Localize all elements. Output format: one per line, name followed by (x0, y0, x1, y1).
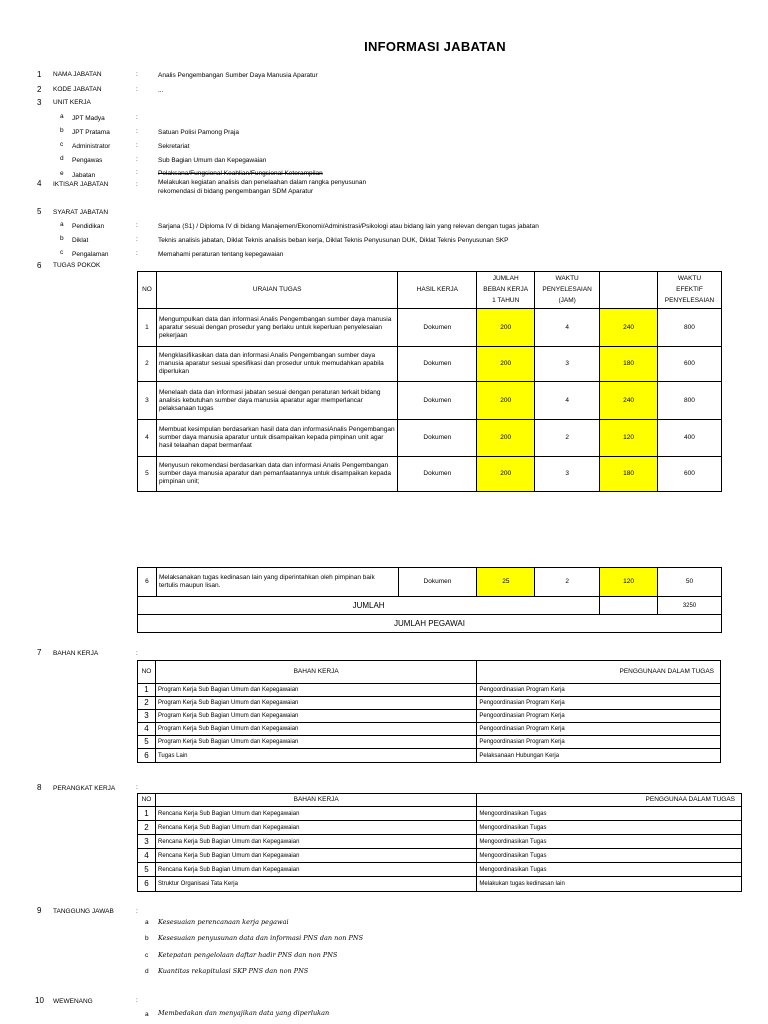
row-uraian: Membuat kesimpulan berdasarkan hasil data dan informasiAnalis Pengembangan sumber daya manusia aparatur untuk disampaikan kepada pimpinan unit agar hasil telaahan dapat bermanfaat (156, 420, 397, 457)
jumlah-pegawai-label: JUMLAH PEGAWAI (138, 615, 722, 633)
colon: : (136, 169, 138, 176)
tugas-table (137, 271, 722, 492)
label-unit-kerja: UNIT KERJA (53, 99, 91, 106)
value-ikhtisar-line1: Melakukan kegiatan analisis dan penelaahan dalam rangka penyusunan (158, 179, 367, 186)
row-guna: Mengoordinasikan Tugas (477, 821, 742, 835)
colon: : (136, 128, 138, 135)
sub-letter: b (60, 235, 64, 242)
table-row (138, 863, 742, 877)
table-row (138, 347, 722, 382)
header-efektif (657, 272, 721, 309)
header-jumlah (477, 272, 535, 309)
label-nama-jabatan: NAMA JABATAN (53, 71, 102, 78)
table-row (138, 568, 722, 597)
sub-letter: c (60, 141, 64, 148)
header-hasil: HASIL KERJA (398, 272, 477, 309)
label-tanggung-jawab: TANGGUNG JAWAB (53, 908, 114, 915)
header-efektif-line1: WAKTU (677, 275, 702, 282)
row-uraian: Mengklasifikasikan data dan informasi Analis Pengembangan sumber daya manusia aparatur sesuai spesifikasi dan prosedur untuk memudahkan apabila diperlukan (156, 347, 397, 382)
jumlah-blank (600, 597, 658, 615)
row-no: 2 (138, 347, 157, 382)
row-no: 6 (138, 749, 156, 763)
row-efektif: 50 (658, 568, 722, 597)
header-jumlah-line3: 1 TAHUN (492, 297, 520, 304)
table-row (138, 835, 742, 849)
sub-letter: d (145, 968, 149, 975)
value-pendidikan: Sarjana (S1) / Diploma IV di bidang Manajemen/Ekonomi/Administrasi/Psikologi atau bidang lain yang relevan dengan tugas jabatan (158, 223, 539, 230)
table-row (138, 457, 722, 492)
perangkat-table (137, 793, 742, 892)
table-header-row (138, 661, 721, 684)
row-hasil: Dokumen (398, 457, 477, 492)
row-guna: Mengoordinasikan Tugas (477, 835, 742, 849)
sub-letter: a (145, 919, 149, 926)
sub-letter: e (60, 170, 64, 177)
row-total: 240 (600, 309, 658, 347)
colon: : (136, 156, 138, 163)
row-no: 6 (138, 568, 157, 597)
row-hasil: Dokumen (398, 347, 477, 382)
row-waktu: 2 (535, 420, 600, 457)
table-row (138, 420, 722, 457)
colon: : (136, 114, 138, 121)
row-uraian: Menyusun rekomendasi berdasarkan data dan informasi Analis Pengembangan sumber daya manusia aparatur dan pemanfaatannya untuk disampaikan kepada pimpinan unit; (156, 457, 397, 492)
table-row (138, 710, 721, 723)
row-bahan: Rencana Kerja Sub Bagian Umum dan Kepegawaian (155, 849, 476, 863)
section-number: 6 (37, 261, 42, 270)
row-uraian: Melaksanakan tugas kedinasan lain yang diperintahkan oleh pimpinan baik tertulis maupun lisan. (156, 568, 398, 597)
colon: : (136, 784, 138, 791)
sub-letter: a (60, 113, 64, 120)
sub-letter: c (60, 249, 64, 256)
wewenang-item: Membedakan dan menyajikan data yang diperlukan (158, 1009, 330, 1017)
row-no: 3 (138, 835, 156, 849)
table-row (138, 849, 742, 863)
row-bahan: Program Kerja Sub Bagian Umum dan Kepegawaian (155, 710, 476, 723)
row-guna: Mengoordinasikan Tugas (477, 807, 742, 821)
row-no: 3 (138, 382, 157, 420)
table-row (138, 309, 722, 347)
row-no: 5 (138, 863, 156, 877)
row-uraian: Menelaah data dan informasi jabatan sesuai dengan peraturan terkait bidang analisis kebutuhan sumber daya manusia aparatur agar memperlancar pelaksanaan tugas (156, 382, 397, 420)
tanggung-item: Ketepatan pengelolaan daftar hadir PNS dan non PNS (158, 951, 338, 959)
table-row (138, 684, 721, 697)
header-jumlah-line1: JUMLAH (492, 275, 519, 282)
colon: : (136, 71, 138, 78)
label-diklat: Diklat (72, 237, 89, 244)
row-beban: 200 (477, 420, 535, 457)
row-waktu: 4 (535, 382, 600, 420)
header-blank (600, 272, 658, 309)
section-number: 5 (37, 207, 42, 216)
label-perangkat-kerja: PERANGKAT KERJA (53, 785, 116, 792)
row-no: 3 (138, 710, 156, 723)
jumlah-row (138, 597, 722, 615)
label-ikhtisar: IKTISAR JABATAN (53, 181, 109, 188)
row-no: 4 (138, 723, 156, 736)
row-no: 1 (138, 807, 156, 821)
row-total: 120 (600, 420, 658, 457)
sub-letter: c (145, 952, 149, 959)
label-jpt-madya: JPT Madya (72, 115, 105, 122)
value-pengawas: Sub Bagian Umum dan Kepegawaian (158, 157, 267, 164)
table-row (138, 821, 742, 835)
colon: : (136, 908, 138, 915)
header-no: NO (138, 661, 156, 684)
row-bahan: Tugas Lain (155, 749, 476, 763)
row-no: 6 (138, 877, 156, 892)
row-efektif: 600 (657, 457, 721, 492)
row-efektif: 600 (657, 347, 721, 382)
row-beban: 200 (477, 347, 535, 382)
jumlah-label: JUMLAH (138, 597, 600, 615)
row-hasil: Dokumen (398, 309, 477, 347)
sub-letter: b (60, 127, 64, 134)
row-bahan: Struktur Organisasi Tata Kerja (155, 877, 476, 892)
row-bahan: Program Kerja Sub Bagian Umum dan Kepegawaian (155, 736, 476, 749)
value-diklat: Teknis analisis jabatan, Diklat Teknis analisis beban kerja, Diklat Teknis Penyusunan DUK, Diklat Teknis Penyusunan SKP (158, 237, 509, 244)
header-waktu-line1: WAKTU (555, 275, 579, 282)
row-waktu: 4 (535, 309, 600, 347)
tanggung-item: Kuantitas rekapitulasi SKP PNS dan non PNS (158, 967, 309, 975)
section-number: 8 (37, 783, 42, 792)
row-guna: Pengoordinasian Program Kerja (477, 697, 721, 710)
label-kode-jabatan: KODE JABATAN (53, 86, 102, 93)
value-jpt-pratama: Satuan Polisi Pamong Praja (158, 129, 239, 136)
section-number: 10 (35, 996, 44, 1005)
sub-letter: a (60, 221, 64, 228)
row-efektif: 400 (657, 420, 721, 457)
header-uraian: URAIAN TUGAS (156, 272, 397, 309)
header-bahan: BAHAN KERJA (155, 794, 476, 807)
section-number: 9 (37, 906, 42, 915)
table-row (138, 877, 742, 892)
row-no: 4 (138, 849, 156, 863)
sub-letter: a (145, 1011, 149, 1018)
table-row (138, 807, 742, 821)
row-no: 4 (138, 420, 157, 457)
row-hasil: Dokumen (398, 568, 477, 597)
header-efektif-line2: EFEKTIF (676, 286, 703, 293)
row-waktu: 3 (535, 347, 600, 382)
row-total: 240 (600, 382, 658, 420)
value-nama-jabatan: Analis Pengembangan Sumber Daya Manusia Aparatur (158, 72, 318, 79)
row-bahan: Program Kerja Sub Bagian Umum dan Kepegawaian (155, 684, 476, 697)
sub-letter: d (60, 155, 64, 162)
table-row (138, 382, 722, 420)
row-bahan: Program Kerja Sub Bagian Umum dan Kepegawaian (155, 723, 476, 736)
row-hasil: Dokumen (398, 382, 477, 420)
row-no: 5 (138, 457, 157, 492)
row-no: 1 (138, 684, 156, 697)
label-pengalaman: Pengalaman (72, 251, 109, 258)
row-no: 2 (138, 697, 156, 710)
section-number: 1 (37, 70, 42, 79)
row-guna: Pengoordinasian Program Kerja (477, 684, 721, 697)
table-row (138, 697, 721, 710)
row-waktu: 2 (535, 568, 600, 597)
header-jumlah-line2: BEBAN KERJA (483, 286, 529, 293)
row-total: 120 (600, 568, 658, 597)
label-syarat: SYARAT JABATAN (53, 209, 109, 216)
row-beban: 200 (477, 309, 535, 347)
value-ikhtisar-line2: rekomendasi di bidang pengembangan SDM Aparatur (158, 188, 314, 195)
row-bahan: Rencana Kerja Sub Bagian Umum dan Kepegawaian (155, 835, 476, 849)
row-no: 1 (138, 309, 157, 347)
page-title: INFORMASI JABATAN (364, 39, 506, 54)
jumlah-value: 3250 (658, 597, 722, 615)
row-no: 2 (138, 821, 156, 835)
colon: : (136, 86, 138, 93)
label-wewenang: WEWENANG (53, 998, 93, 1005)
colon: : (136, 650, 138, 657)
row-guna: Pelaksanaan Hubungan Kerja (477, 749, 721, 763)
row-efektif: 800 (657, 309, 721, 347)
colon: : (136, 236, 138, 243)
row-guna: Pengoordinasian Program Kerja (477, 723, 721, 736)
table-header-row (138, 272, 722, 309)
row-efektif: 800 (657, 382, 721, 420)
row-guna: Mengoordinasikan Tugas (477, 849, 742, 863)
row-beban: 200 (477, 382, 535, 420)
row-bahan: Rencana Kerja Sub Bagian Umum dan Kepegawaian (155, 821, 476, 835)
row-bahan: Rencana Kerja Sub Bagian Umum dan Kepegawaian (155, 807, 476, 821)
row-guna: Pengoordinasian Program Kerja (477, 736, 721, 749)
header-bahan: BAHAN KERJA (155, 661, 476, 684)
value-kode-jabatan: ... (158, 87, 164, 94)
row-bahan: Program Kerja Sub Bagian Umum dan Kepegawaian (155, 697, 476, 710)
label-administrator: Administrator (72, 143, 111, 150)
row-guna: Pengoordinasian Program Kerja (477, 710, 721, 723)
table-header-row (138, 794, 742, 807)
colon: : (136, 142, 138, 149)
row-waktu: 3 (535, 457, 600, 492)
row-guna: Mengoordinasikan Tugas (477, 863, 742, 877)
row-beban: 200 (477, 457, 535, 492)
label-pendidikan: Pendidikan (72, 223, 105, 230)
row-hasil: Dokumen (398, 420, 477, 457)
row-total: 180 (600, 457, 658, 492)
tanggung-item: Kesesuaian penyusunan data dan informasi PNS dan non PNS (158, 934, 364, 942)
row-uraian: Mengumpulkan data dan informasi Analis Pengembangan sumber daya manusia aparatur sesuai dengan prosedur yang berlaku untuk keperluan penyelesaian pekerjaan (156, 309, 397, 347)
header-waktu-line3: (JAM) (558, 297, 576, 304)
header-no: NO (138, 794, 156, 807)
section-number: 3 (37, 98, 42, 107)
label-bahan-kerja: BAHAN KERJA (53, 650, 99, 657)
table-row (138, 723, 721, 736)
section-number: 7 (37, 648, 42, 657)
header-efektif-line3: PENYELESAIAN (664, 297, 715, 304)
table-row (138, 749, 721, 763)
tanggung-item: Kesesuaian perencanaan kerja pegawai (158, 918, 289, 926)
tugas-table-continued (137, 567, 722, 633)
value-administrator: Sekretariat (158, 143, 190, 150)
label-jabatan: Jabatan (72, 172, 96, 179)
value-jabatan: Pelaksana/Fungsional Keahlian/Fungsional Keterampilan (158, 170, 323, 177)
row-beban: 25 (477, 568, 535, 597)
row-total: 180 (600, 347, 658, 382)
colon: : (136, 181, 138, 188)
header-guna: PENGGUNAA DALAM TUGAS (477, 794, 742, 807)
header-waktu-line2: PENYELESAIAN (542, 286, 592, 293)
section-number: 4 (37, 179, 42, 188)
colon: : (136, 997, 138, 1004)
section-number: 2 (37, 85, 42, 94)
colon: : (136, 222, 138, 229)
header-no: NO (138, 272, 157, 309)
header-guna: PENGGUNAAN DALAM TUGAS (477, 661, 721, 684)
label-jpt-pratama: JPT Pratama (72, 129, 110, 136)
row-guna: Melakukan tugas kedinasan lain (477, 877, 742, 892)
value-pengalaman: Memahami peraturan tentang kepegawaian (158, 251, 284, 258)
row-no: 5 (138, 736, 156, 749)
bahan-table (137, 660, 721, 763)
label-pengawas: Pengawas (72, 157, 103, 164)
colon: : (136, 250, 138, 257)
header-waktu (535, 272, 600, 309)
table-row (138, 736, 721, 749)
sub-letter: b (145, 935, 149, 942)
row-bahan: Rencana Kerja Sub Bagian Umum dan Kepegawaian (155, 863, 476, 877)
label-tugas-pokok: TUGAS POKOK (53, 262, 101, 269)
jumlah-pegawai-row (138, 615, 722, 633)
